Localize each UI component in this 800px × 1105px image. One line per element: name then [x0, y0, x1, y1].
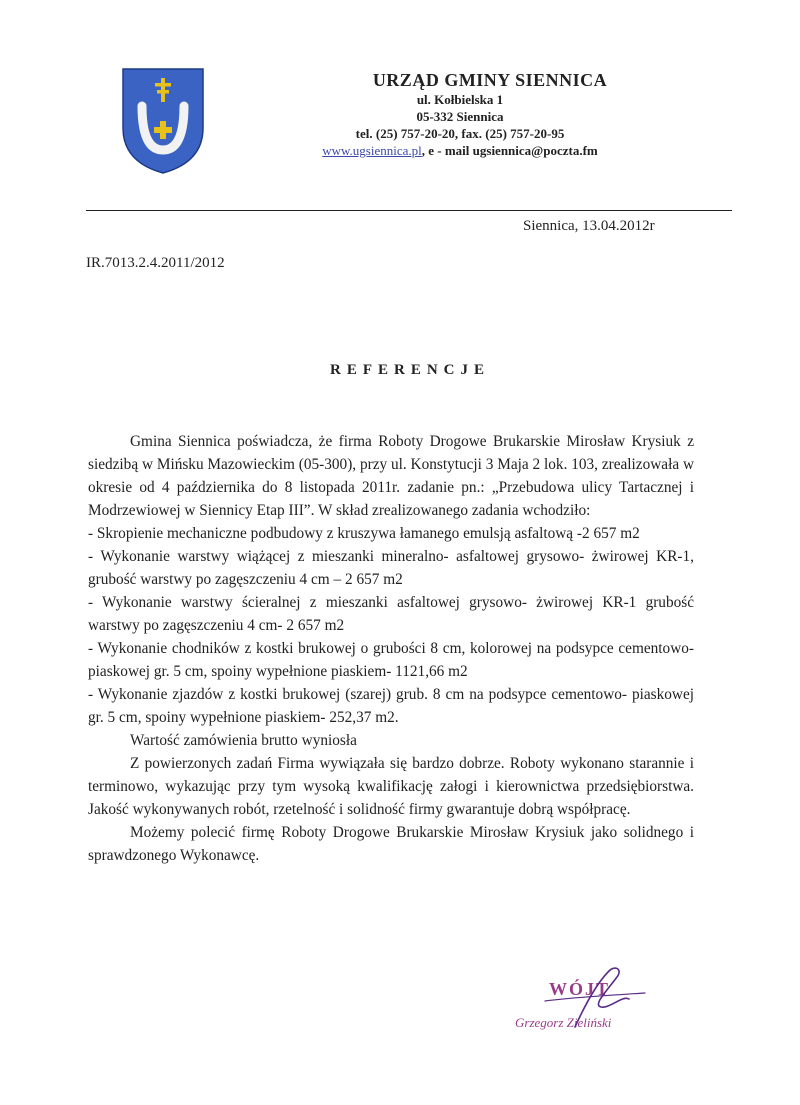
- intro-paragraph: Gmina Siennica poświadcza, że firma Roboty Drogowe Brukarskie Mirosław Krysiuk z siedzibą w Mińsku Mazowieckim (05-300), przy ul. Konstytucji 3 Maja 2 lok. 103, zrealizowała w okresie od 4 października do 8 listopada 2011r. zadanie pn.: „Przebudowa ulicy Tartacznej i Modrzewiowej w Siennicy Etap III”. W skład zrealizowanego zadania wchodziło:: [88, 433, 694, 519]
- recommendation-paragraph: Możemy polecić firmę Roboty Drogowe Brukarskie Mirosław Krysiuk jako solidnego i sprawdzonego Wykonawcę.: [88, 824, 694, 864]
- signature-block: [505, 965, 655, 1035]
- work-item: - Wykonanie chodników z kostki brukowej o grubości 8 cm, kolorowej na podsypce cementowo- piaskowej gr. 5 cm, spoiny wypełnione piaskiem- 1121,66 m2: [88, 640, 694, 680]
- email-text: , e - mail ugsiennica@poczta.fm: [421, 143, 598, 158]
- document-body: [88, 430, 694, 867]
- document-heading: REFERENCJE: [329, 362, 490, 378]
- office-contact: [260, 142, 660, 159]
- office-street: ul. Kołbielska 1: [416, 92, 504, 107]
- work-item: - Wykonanie zjazdów z kostki brukowej (szarej) grub. 8 cm na podsypce cementowo- piaskowej gr. 5 cm, spoiny wypełnione piaskiem- 252,37 m2.: [88, 686, 694, 726]
- header-divider: [86, 210, 732, 211]
- stamp-title: WÓJT: [549, 979, 611, 999]
- website-link[interactable]: www.ugsiennica.pl: [322, 143, 422, 158]
- document-date: Siennica, 13.04.2012r: [523, 218, 655, 234]
- office-phone: tel. (25) 757-20-20, fax. (25) 757-20-95: [355, 126, 565, 141]
- letterhead: [260, 70, 660, 159]
- assessment-paragraph: Z powierzonych zadań Firma wywiązała się bardzo dobrze. Roboty wykonano starannie i terminowo, wykazując przy tym wysoką kwalifikację załogi i kierownictwa przedsiębiorstwa. Jakość wykonywanych robót, rzetelność i solidność firmy gwarantuje dobrą współpracę.: [88, 755, 694, 818]
- coat-of-arms-icon: [120, 66, 206, 176]
- work-item: - Wykonanie warstwy ścieralnej z mieszanki asfaltowej grysowo- żwirowej KR-1 grubość warstwy po zagęszczeniu 4 cm- 2 657 m2: [88, 594, 694, 634]
- order-value: Wartość zamówienia brutto wyniosła: [130, 732, 357, 749]
- stamp-name: Grzegorz Zieliński: [515, 1015, 612, 1030]
- office-postal: 05-332 Siennica: [416, 109, 504, 124]
- work-item: - Wykonanie warstwy wiążącej z mieszanki mineralno- asfaltowej grysowo- żwirowej KR-1, grubość warstwy po zagęszczeniu 4 cm – 2 657 m2: [88, 548, 694, 588]
- office-name: URZĄD GMINY SIENNICA: [372, 70, 608, 90]
- work-item: - Skropienie mechaniczne podbudowy z kruszywa łamanego emulsją asfaltową -2 657 m2: [88, 525, 640, 542]
- reference-number: IR.7013.2.4.2011/2012: [86, 255, 225, 271]
- handwritten-signature-icon: [505, 965, 655, 1035]
